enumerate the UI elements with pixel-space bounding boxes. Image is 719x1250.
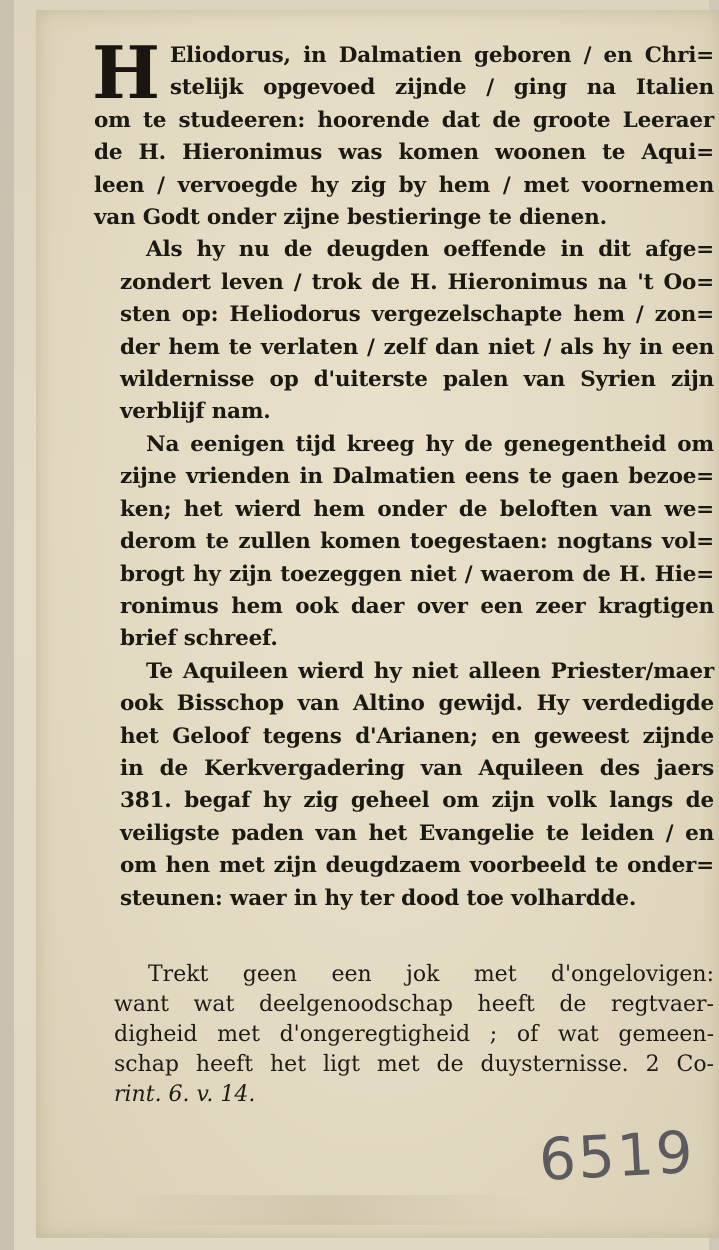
text-line: de H. Hieronimus was komen woonen te Aqui= bbox=[94, 140, 714, 166]
text-line: leen / vervoegde hy zig by hem / met voornemen bbox=[94, 172, 714, 198]
text-line: 381. begaf hy zig geheel om zijn volk langs de bbox=[120, 788, 714, 814]
paragraph-3 bbox=[94, 429, 714, 656]
text-line: van Godt onder zijne bestieringe te dienen. bbox=[94, 205, 607, 231]
text-line: veiligste paden van het Evangelie te leiden / en bbox=[120, 820, 714, 846]
scripture-quote bbox=[114, 960, 714, 1110]
quote-line: Trekt geen een jok met d'ongelovigen: bbox=[148, 962, 714, 987]
text-line: steunen: waer in hy ter dood toe volhardde. bbox=[120, 885, 637, 911]
text-line: om hen met zijn deugdzaem voorbeeld te onder= bbox=[120, 853, 714, 879]
text-line: brogt hy zijn toezeggen niet / waerom de H. Hie= bbox=[120, 561, 714, 587]
printed-page bbox=[36, 10, 719, 1238]
text-line: Eliodorus, in Dalmatien geboren / en Chri= bbox=[169, 43, 714, 68]
article-body bbox=[92, 30, 714, 915]
quote-reference: rint. 6. v. 14. bbox=[114, 1082, 256, 1107]
text-line: om te studeeren: hoorende dat de groote Leeraer bbox=[94, 107, 714, 133]
paragraph-4 bbox=[94, 656, 714, 915]
text-line: ronimus hem ook daer over een zeer kragtigen bbox=[120, 593, 714, 619]
text-line: brief schreef. bbox=[120, 626, 278, 652]
paragraph-2 bbox=[94, 234, 714, 428]
text-line: zondert leven / trok de H. Hieronimus na 't Oo= bbox=[120, 269, 714, 295]
faded-stamp-mark bbox=[116, 1195, 536, 1225]
text-line: in de Kerkvergadering van Aquileen des jaers bbox=[120, 755, 714, 781]
text-line: ook Bisschop van Altino gewijd. Hy verdedigde bbox=[120, 691, 714, 717]
text-line: Te Aquileen wierd hy niet alleen Priester/maer bbox=[146, 658, 714, 684]
quote-line: want wat deelgenoodschap heeft de regtvaer- bbox=[114, 992, 714, 1017]
text-line: ken; het wierd hem onder de beloften van we= bbox=[120, 496, 714, 522]
drop-cap: H bbox=[92, 30, 160, 115]
quote-line: digheid met d'ongeregtigheid ; of wat gemeen- bbox=[114, 1022, 714, 1047]
text-line: verblijf nam. bbox=[120, 399, 271, 425]
text-line: Na eenigen tijd kreeg hy de genegentheid om bbox=[146, 431, 714, 457]
text-line: wildernisse op d'uiterste palen van Syrien zijn bbox=[120, 367, 714, 393]
text-line: zijne vrienden in Dalmatien eens te gaen bezoe= bbox=[120, 464, 714, 490]
text-line: sten op: Heliodorus vergezelschapte hem / zon= bbox=[120, 302, 714, 328]
text-line: stelijk opgevoed zijnde / ging na Italien bbox=[169, 75, 714, 101]
quote-line: schap heeft het ligt met de duysternisse. 2 Co- bbox=[114, 1052, 714, 1077]
text-line: Als hy nu de deugden oeffende in dit afge= bbox=[146, 237, 714, 263]
text-line: derom te zullen komen toegestaen: nogtans vol= bbox=[120, 529, 714, 555]
text-line: het Geloof tegens d'Arianen; en geweest zijnde bbox=[120, 723, 714, 749]
paragraph-1 bbox=[92, 30, 714, 234]
handwritten-shelfmark: 6519 bbox=[537, 1117, 697, 1195]
text-line: der hem te verlaten / zelf dan niet / als hy in een bbox=[120, 334, 714, 360]
